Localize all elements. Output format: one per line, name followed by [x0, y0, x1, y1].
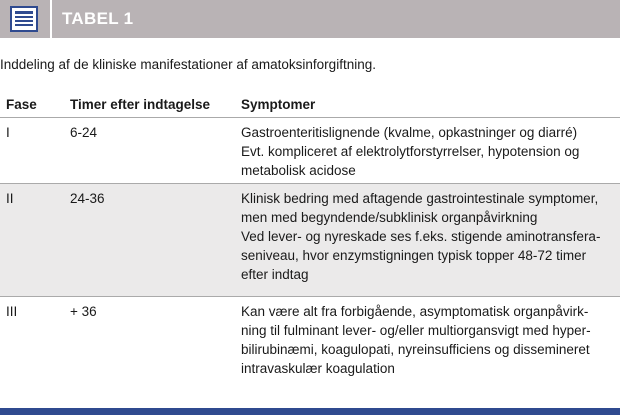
header-divider	[50, 0, 52, 38]
symptom-line: bilirubinæmi, koagulopati, nyreinsufficiens og dissemineret	[241, 342, 590, 357]
cell-timer: + 36	[70, 304, 97, 319]
table-row	[0, 297, 620, 397]
table-header-bar	[0, 0, 620, 38]
bottom-accent-bar	[0, 408, 620, 415]
table-title: TABEL 1	[62, 9, 134, 28]
cell-fase: III	[6, 304, 18, 319]
symptom-line: intravaskulær koagulation	[241, 361, 395, 376]
column-header-symptomer: Symptomer	[241, 97, 316, 112]
symptom-line: men med begyndende/subklinisk organpåvirkning	[241, 210, 538, 225]
symptom-line: efter indtag	[241, 267, 309, 282]
symptom-line: Ved lever- og nyreskade ses f.eks. stigende aminotransfera-	[241, 229, 601, 244]
symptom-line: seniveau, hvor enzymstigningen typisk topper 48-72 timer	[241, 248, 587, 263]
table-row	[0, 184, 620, 297]
symptom-line: ning til fulminant lever- og/eller multiorgansvigt med hyper-	[241, 323, 591, 338]
cell-fase: I	[6, 125, 10, 140]
table-icon	[10, 6, 38, 32]
symptom-line: metabolisk acidose	[241, 163, 356, 178]
cell-timer: 6-24	[70, 125, 98, 140]
symptom-line: Gastroenteritislignende (kvalme, opkastninger og diarré)	[241, 125, 578, 140]
table-head	[0, 90, 620, 118]
cell-symptomer	[241, 302, 591, 378]
column-header-timer: Timer efter indtagelse	[70, 97, 211, 112]
symptom-line: Kan være alt fra forbigående, asymptomatisk organpåvirk-	[241, 304, 589, 319]
symptom-line: Klinisk bedring med aftagende gastrointestinale symptomer,	[241, 191, 599, 206]
symptom-line: Evt. kompliceret af elektrolytforstyrrelser, hypotension og	[241, 144, 580, 159]
cell-fase: II	[6, 191, 14, 206]
table-caption: Inddeling af de kliniske manifestationer af amatoksinforgiftning.	[0, 57, 376, 72]
cell-symptomer	[241, 189, 600, 284]
data-table	[0, 90, 620, 397]
cell-symptomer	[241, 123, 579, 180]
table-row	[0, 118, 620, 184]
cell-timer: 24-36	[70, 191, 105, 206]
column-header-fase: Fase	[6, 97, 37, 112]
